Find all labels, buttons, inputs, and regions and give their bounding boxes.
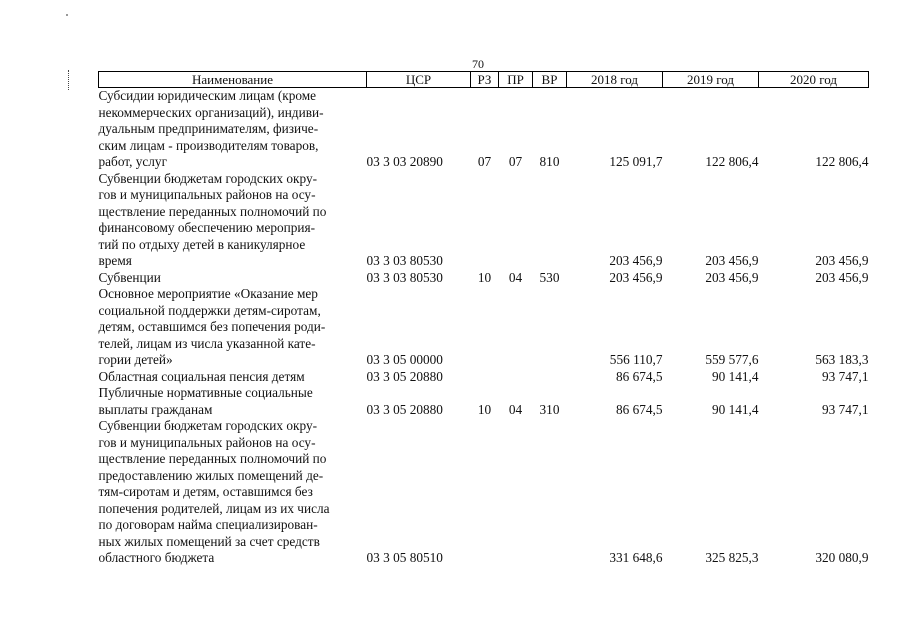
row-2019: 90 141,4 (711, 401, 759, 417)
row-csr: 03 3 05 80510 (366, 550, 443, 565)
scan-speck (66, 14, 68, 16)
row-2020: 203 456,9 (815, 269, 869, 285)
row-2019: 203 456,9 (705, 269, 759, 285)
row-rz: 07 (477, 154, 492, 169)
table-row (99, 369, 869, 386)
row-vr (533, 369, 567, 386)
row-rz (471, 171, 499, 270)
row-csr: 03 3 05 20880 (366, 368, 443, 384)
row-pr: 04 (508, 269, 523, 285)
row-csr: 03 3 03 80530 (366, 253, 443, 268)
header-vr: ВР (533, 72, 567, 88)
row-name: Областная социальная пенсия детям (98, 368, 305, 384)
row-2019: 203 456,9 (705, 253, 759, 268)
row-csr: 03 3 03 80530 (366, 269, 443, 285)
table-row (99, 286, 869, 369)
row-vr: 310 (539, 401, 560, 417)
row-2020: 122 806,4 (815, 154, 869, 169)
row-2018: 86 674,5 (615, 401, 663, 417)
row-rz (471, 286, 499, 369)
row-rz: 10 (477, 269, 492, 285)
row-2019: 325 825,3 (705, 550, 759, 565)
row-2018: 86 674,5 (615, 368, 663, 384)
table-row (99, 418, 869, 567)
row-2020: 93 747,1 (821, 401, 869, 417)
row-name: Субвенции бюджетам городских окру- гов и муниципальных районов на осу- ществление переданных полномочий по финансовому обеспечению мероприя- тий по отдыху детей в каникулярное время (98, 170, 327, 268)
row-name: Субсидии юридическим лицам (кроме некоммерческих организаций), индиви- дуальным предпринимателям, физиче- ским лицам - производителям товаров, работ, услуг (98, 88, 324, 169)
header-year-2018: 2018 год (567, 72, 663, 88)
row-2020: 563 183,3 (815, 352, 869, 367)
table-row (99, 88, 869, 171)
row-pr (499, 171, 533, 270)
row-csr: 03 3 05 00000 (366, 352, 443, 367)
table-row (99, 385, 869, 418)
row-pr (499, 369, 533, 386)
header-csr: ЦСР (367, 72, 471, 88)
row-2018: 331 648,6 (609, 550, 663, 565)
header-name: Наименование (99, 72, 367, 88)
row-pr: 04 (508, 401, 523, 417)
row-2019: 90 141,4 (711, 368, 759, 384)
row-name: Субвенции бюджетам городских окру- гов и муниципальных районов на осу- ществление переданных полномочий по предоставлению жилых помещений де- тям-сиротам и детям, оставшимся без попечения родителей, лицам из их числа по договорам найма специализирован- ных жилых помещений за счет средств областного бюджета (98, 418, 330, 565)
row-rz (471, 369, 499, 386)
row-vr (533, 418, 567, 567)
row-name: Публичные нормативные социальные выплаты гражданам (98, 385, 313, 417)
header-year-2020: 2020 год (759, 72, 869, 88)
row-2019: 122 806,4 (705, 154, 759, 169)
row-2018: 125 091,7 (609, 154, 663, 169)
row-csr: 03 3 03 20890 (366, 154, 443, 169)
row-2020: 320 080,9 (815, 550, 869, 565)
row-rz (471, 418, 499, 567)
row-2018: 556 110,7 (609, 352, 663, 367)
row-pr (499, 418, 533, 567)
row-name: Субвенции (98, 269, 161, 285)
table-row (99, 270, 869, 287)
row-pr: 07 (508, 154, 523, 169)
header-year-2019: 2019 год (663, 72, 759, 88)
row-2019: 559 577,6 (705, 352, 759, 367)
row-vr: 530 (539, 269, 560, 285)
row-2020: 203 456,9 (815, 253, 869, 268)
header-pr: ПР (499, 72, 533, 88)
table-row (99, 171, 869, 270)
row-vr (533, 171, 567, 270)
margin-dotted-mark (68, 70, 71, 90)
row-vr: 810 (539, 154, 560, 169)
row-csr: 03 3 05 20880 (366, 401, 443, 417)
page-number: 70 (472, 57, 484, 71)
row-name: Основное мероприятие «Оказание мер социальной поддержки детям-сиротам, детям, оставшимся без попечения роди- телей, лицам из числа указанной кате- гории детей» (98, 286, 326, 367)
row-2020: 93 747,1 (821, 368, 869, 384)
row-vr (533, 286, 567, 369)
row-pr (499, 286, 533, 369)
table-header-row (99, 72, 869, 88)
row-2018: 203 456,9 (609, 269, 663, 285)
row-2018: 203 456,9 (609, 253, 663, 268)
budget-table (98, 71, 869, 567)
row-rz: 10 (477, 401, 492, 417)
header-rz: РЗ (471, 72, 499, 88)
